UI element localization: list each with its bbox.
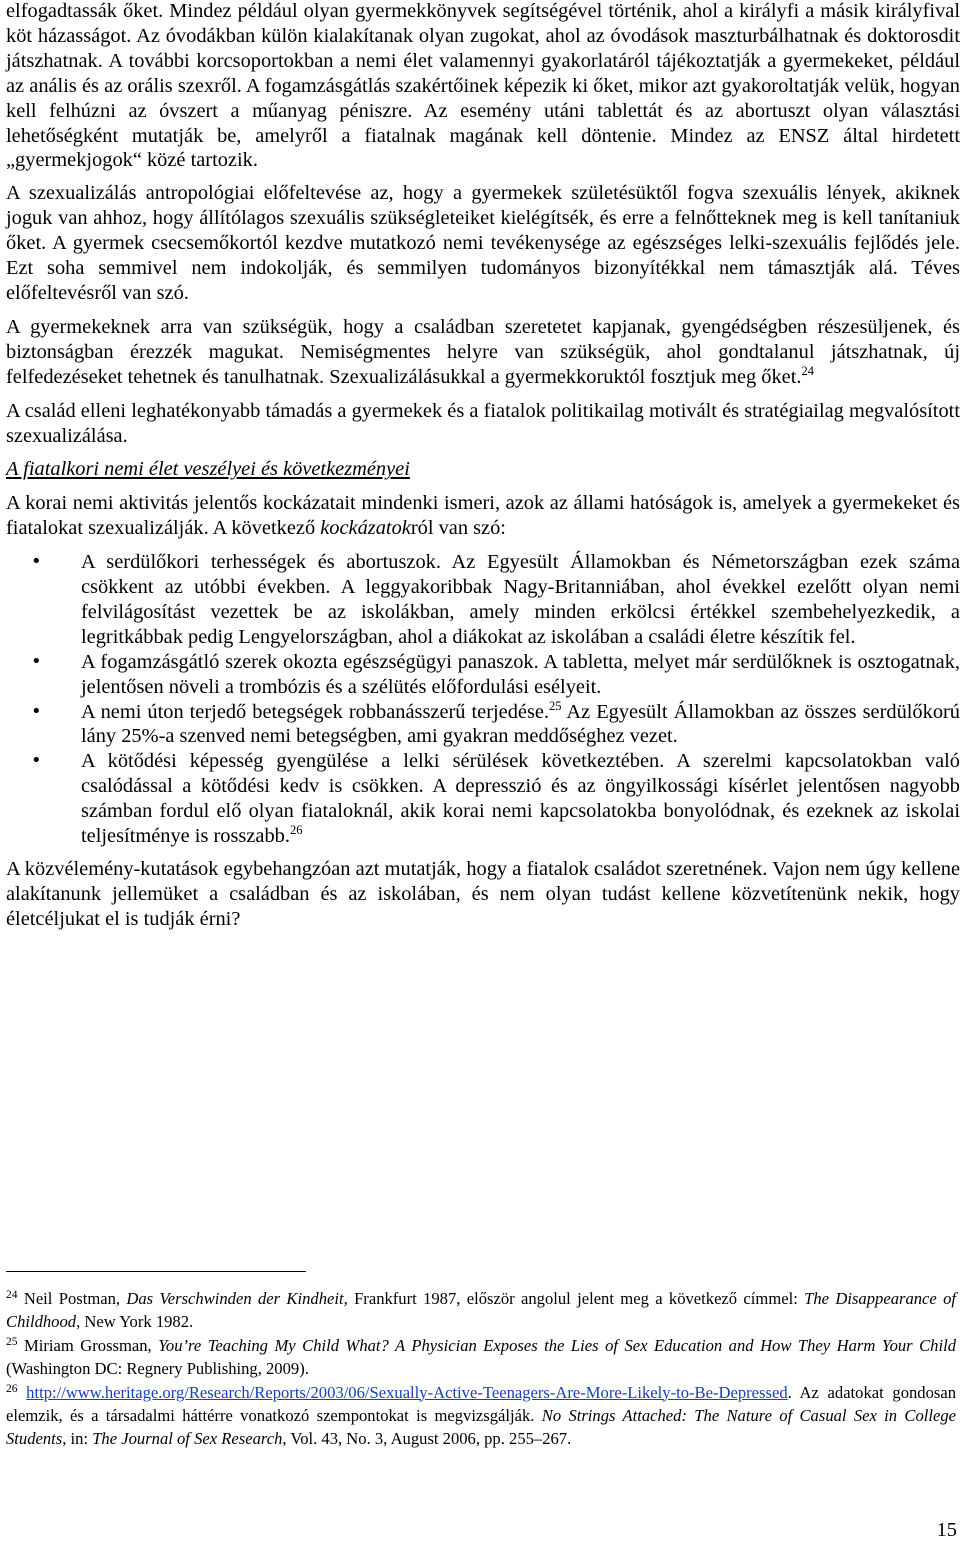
body-text (6, 0, 960, 941)
list-item (6, 650, 960, 700)
footnote-link[interactable]: http://www.heritage.org/Research/Reports/2003/06/Sexually-Active-Teenagers-Are-More-Likely-to-Be-Depressed (26, 1382, 788, 1402)
paragraph: elfogadtassák őket. Mindez például olyan gyermekkönyvek segítségével történik, ahol a királyfi a másik királyfival köt házasságot. Az óvodákban külön kialakítanak olyan zugokat, ahol az óvodások maszturbálhatnak és doktorosdit játszhatnak. A további korcsoportokban a nemi élet valamennyi gyakorlatáról tájékoztatják a gyermekeket, például az anális és az orális szexről. A fogamzásgátlás szakértőinek képezik ki őket, mikor azt gyakoroltatják velük, hogyan kell felhúzni az óvszert a műanyag péniszre. Az esemény utáni tablettát és az abortuszt olyan választási lehetőségként mutatják be, amelyről a fiatalnak magának kell döntenie. Mindez az ENSZ által hirdetett „gyermekjogok“ közé tartozik. (6, 0, 960, 172)
list-item (6, 700, 960, 750)
paragraph: A család elleni leghatékonyabb támadás a gyermekek és a fiatalok politikailag motivált és stratégiailag megvalósított szexualizálása. (6, 399, 960, 447)
paragraph (6, 491, 960, 541)
footnote-24 (6, 1287, 956, 1334)
footnote-text: (Washington DC: Regnery Publishing, 2009). (6, 1359, 309, 1379)
footnote-text: New York 1982. (80, 1312, 194, 1332)
footnote-25 (6, 1334, 956, 1381)
list-item (6, 550, 960, 650)
bullet-icon: • (31, 700, 42, 722)
section-heading: A fiatalkori nemi élet veszélyei és következményei (6, 458, 410, 481)
page-number: 15 (936, 1519, 957, 1541)
footnote-title: Das Verschwinden der Kindheit, (126, 1289, 348, 1308)
footnote-26 (6, 1381, 956, 1451)
risk-list (6, 550, 960, 849)
footnote-divider (6, 1271, 306, 1272)
footnote-text: . Az adatokat gondosan elemzik, és a társadalmi háttérre vonatkozó szempontokat is megvizsgálják. (6, 1382, 956, 1426)
paragraph: A közvélemény-kutatások egybehangzóan azt mutatják, hogy a fiatalok családot szeretnének. Vajon nem úgy kellene alakítanunk jellemüket a családban és az iskolában, és nem olyan tudást kellene közvetítenünk nekik, hogy életcéljukat el is tudják érni? (6, 858, 960, 930)
paragraph-text: A korai nemi aktivitás jelentős kockázatait mindenki ismeri, azok az állami hatóságok is, amelyek a gyermekeket és fiatalokat szexualizálják. A következő (6, 492, 960, 540)
footnote-text: Miriam Grossman, (17, 1335, 159, 1355)
footnote-text: Frankfurt 1987, először angolul jelent meg a következő címmel: (347, 1289, 805, 1308)
list-item-text: Az Egyesült Államokban az összes serdülőkorú lány 25%-a szenved nemi betegségben, ami gyakran meddőséghez vezet. (81, 700, 960, 748)
footnote-ref-25[interactable]: 25 (549, 698, 562, 713)
list-item-text: A serdülőkori terhességek és abortuszok. Az Egyesült Államokban és Németországban ezek száma csökkent az utóbbi években. A leggyakoribbak Nagy-Britanniában, ahol évekkel ezelőtt olyan nemi felvilágosítást vezettek be az iskolákban, amely minden erkölcsi értékkel szembehelyezkedik, a legritkábbak pedig Lengyelországban, ahol a diákokat az iskolában a családi életre készítik fel. (81, 551, 960, 648)
footnote-title: The Disappearance of Childhood, (6, 1289, 957, 1332)
bullet-icon: • (31, 750, 42, 772)
footnote-text: , Vol. 43, No. 3, August 2006, pp. 255–267. (282, 1429, 572, 1449)
list-item (6, 749, 960, 849)
footnotes (6, 1287, 956, 1451)
paragraph: A szexualizálás antropológiai előfeltevése az, hogy a gyermekek születésüktől fogva szexuális lények, akiknek joguk van ahhoz, hogy állítólagos szexuális szükségleteiket kielégítsék, és erre a felnőtteknek meg is kell tanítaniuk őket. A gyermek csecsemőkortól kezdve mutatkozó nemi tevékenysége az egészséges lelki-szexuális fejlődés jele. Ezt soha semmivel nem indokolják, és semmilyen tudományos bizonyítékkal nem támasztják alá. Téves előfeltevésről van szó. (6, 182, 960, 304)
footnote-number: 26 (6, 1382, 18, 1395)
footnote-ref-26[interactable]: 26 (289, 823, 303, 838)
footnote-number: 24 (6, 1289, 18, 1301)
list-item-text: A kötődési képesség gyengülése a lelki sérülések következtében. A szerelmi kapcsolatokban való csalódással a kötődési kedv is csökken. A depresszió és az öngyilkossági kísérlet jelentősen nagyobb számban fordul elő olyan fiataloknál, akik korai nemi kapcsolatokba bonyolódnak, és ezeknek az iskolai teljesítménye is rosszabb. (81, 750, 960, 848)
paragraph-text: ról van szó: (410, 517, 506, 540)
footnote-text: Neil Postman, (17, 1289, 127, 1308)
footnote-text: , in: (62, 1429, 93, 1449)
footnote-number: 25 (6, 1335, 18, 1348)
list-item-text: A fogamzásgátló szerek okozta egészségügyi panaszok. A tabletta, melyet már serdülőknek is osztogatnak, jelentősen növeli a trombózis és a szélütés előfordulási esélyeit. (81, 650, 960, 698)
footnote-title: You’re Teaching My Child What? A Physician Exposes the Lies of Sex Education and How They Harm Your Child (158, 1335, 956, 1355)
footnote-ref-24[interactable]: 24 (801, 363, 814, 378)
bullet-icon: • (31, 650, 42, 672)
bullet-icon: • (31, 551, 42, 573)
footnote-journal: The Journal of Sex Research (92, 1429, 283, 1449)
footnote-title: No Strings Attached: The Nature of Casual Sex in College Students (6, 1406, 956, 1449)
emphasis-text: kockázatok (320, 517, 411, 540)
paragraph-text: A gyermekeknek arra van szükségük, hogy a családban szeretetet kapjanak, gyengédségben részesüljenek, és biztonságban érezzék magukat. Nemiségmentes helyre van szükségük, ahol gondtalanul játszhatnak, új felfedezéseket tehetnek és tanulhatnak. Szexualizálásukkal a gyermekkoruktól fosztjuk meg őket. (6, 315, 960, 388)
paragraph (6, 315, 960, 390)
list-item-text: A nemi úton terjedő betegségek robbanásszerű terjedése. (81, 700, 550, 723)
